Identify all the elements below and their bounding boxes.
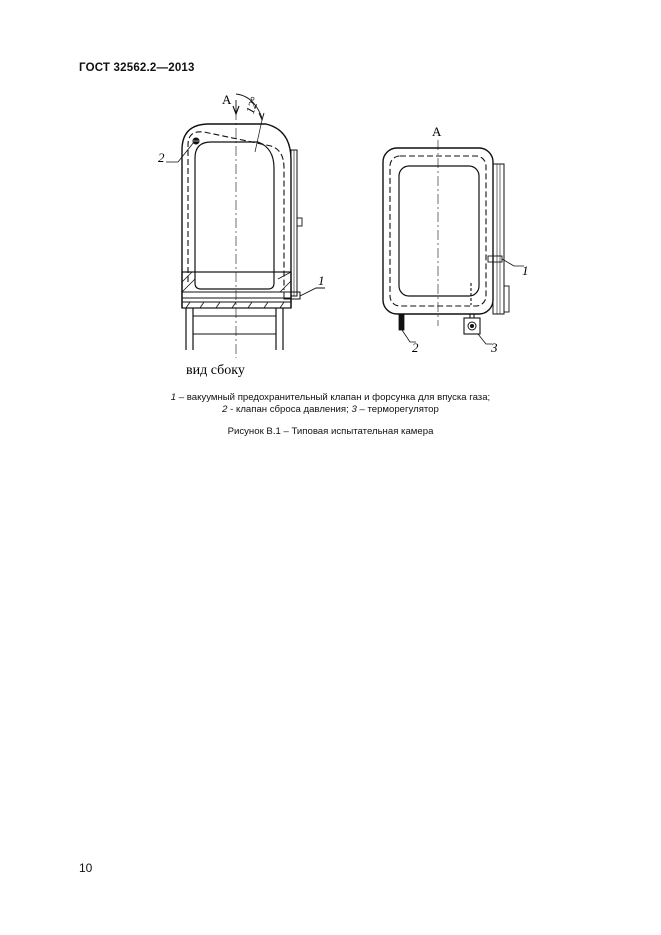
section-label-left: А bbox=[222, 92, 232, 107]
front-view-drawing bbox=[383, 140, 524, 344]
legend-item-1-text: – вакуумный предохранительный клапан и форсунка для впуска газа; bbox=[176, 392, 491, 403]
legend-item-2-number: 2 bbox=[222, 404, 228, 415]
callout-1-left: 1 bbox=[318, 273, 325, 288]
callout-2-left: 2 bbox=[158, 150, 165, 165]
figure-legend bbox=[0, 392, 661, 416]
legend-line-1 bbox=[0, 392, 661, 404]
view-caption: вид сбоку bbox=[186, 363, 245, 378]
page-number: 10 bbox=[79, 861, 93, 875]
document-code: ГОСТ 32562.2—2013 bbox=[79, 62, 195, 74]
legend-item-3-number: 3 bbox=[351, 404, 357, 415]
legend-item-3-text: – терморегулятор bbox=[356, 404, 439, 415]
legend-item-2-text: - клапан сброса давления; bbox=[227, 404, 352, 415]
angle-label: 12° bbox=[242, 95, 262, 116]
section-label-right: А bbox=[432, 124, 442, 139]
callout-2-right: 2 bbox=[412, 340, 419, 355]
side-view-drawing bbox=[166, 94, 325, 358]
legend-line-2 bbox=[0, 404, 661, 416]
callout-3-right: 3 bbox=[491, 340, 498, 355]
legend-item-1-number: 1 bbox=[170, 392, 177, 403]
figure-title: Рисунок В.1 – Типовая испытательная камера bbox=[227, 426, 434, 437]
callout-1-right: 1 bbox=[522, 263, 529, 278]
